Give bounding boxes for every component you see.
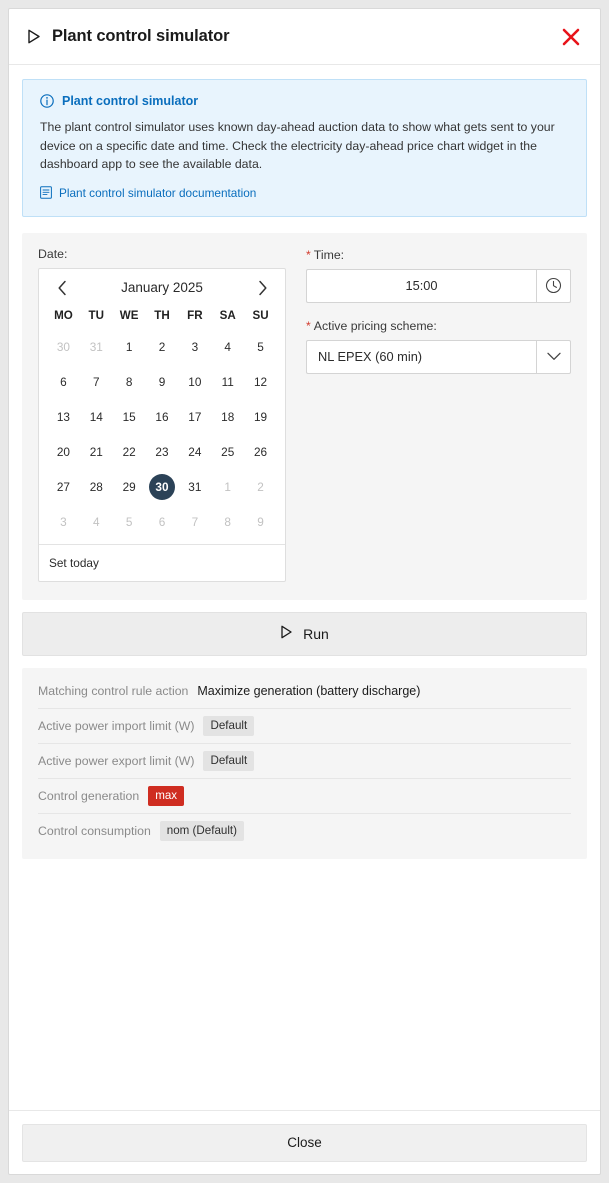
chevron-down-icon[interactable] (536, 340, 571, 374)
calendar-day[interactable]: 22 (122, 445, 136, 459)
calendar-day[interactable]: 14 (89, 410, 103, 424)
result-value-badge: Default (203, 716, 254, 736)
pricing-scheme-value[interactable]: NL EPEX (60 min) (306, 340, 536, 374)
run-button-label: Run (303, 625, 329, 642)
time-input[interactable] (306, 269, 536, 303)
calendar-day[interactable]: 4 (224, 340, 231, 354)
pricing-scheme-select[interactable] (306, 340, 571, 374)
calendar-day[interactable]: 8 (125, 375, 133, 389)
documentation-link-row[interactable] (40, 186, 569, 200)
settings-column (306, 247, 571, 582)
calendar-day[interactable]: 19 (254, 410, 268, 424)
calendar-day[interactable]: 3 (191, 340, 199, 354)
play-triangle-icon (280, 625, 293, 642)
info-banner-header (40, 94, 569, 108)
chevron-left-icon[interactable] (51, 277, 73, 299)
date-label: Date: (38, 246, 68, 261)
calendar-day[interactable]: 1 (125, 340, 133, 354)
info-banner (22, 79, 587, 217)
chevron-right-icon[interactable] (251, 277, 273, 299)
calendar-day[interactable]: 27 (56, 480, 70, 494)
simulation-results (22, 668, 587, 859)
calendar-day[interactable]: 5 (125, 515, 133, 529)
result-value-badge: max (148, 786, 184, 806)
calendar-day[interactable]: 3 (60, 515, 67, 529)
result-key: Control consumption (38, 824, 151, 838)
time-label (306, 248, 571, 262)
calendar-dow: SA (219, 308, 236, 322)
result-key: Control generation (38, 788, 140, 803)
info-banner-title: Plant control simulator (62, 94, 199, 108)
time-field-group (306, 269, 571, 303)
dialog-footer (9, 1110, 600, 1174)
calendar-day[interactable]: 13 (56, 410, 70, 424)
calendar-day[interactable]: 5 (257, 340, 264, 354)
dialog-header (9, 9, 600, 65)
calendar-day[interactable]: 25 (221, 445, 235, 459)
clock-icon[interactable] (536, 269, 571, 303)
calendar-header (39, 269, 285, 305)
calendar-day[interactable]: 31 (188, 480, 202, 494)
calendar-dow: FR (187, 308, 203, 322)
pricing-scheme-label-text: Active pricing scheme: (313, 318, 437, 333)
calendar-day[interactable]: 31 (89, 340, 103, 354)
result-row (38, 709, 571, 744)
result-key: Matching control rule action (38, 683, 189, 698)
calendar-day[interactable]: 18 (221, 410, 235, 424)
time-label-text: Time: (313, 247, 345, 262)
result-row (38, 814, 571, 849)
calendar-day[interactable]: 4 (92, 515, 100, 529)
close-icon[interactable] (560, 26, 582, 48)
calendar-day[interactable]: 26 (254, 445, 268, 459)
required-marker: * (306, 247, 311, 262)
result-value: Maximize generation (battery discharge) (197, 683, 421, 698)
result-key: Active power import limit (W) (38, 718, 195, 733)
calendar-day[interactable]: 7 (191, 515, 199, 529)
calendar-day[interactable]: 9 (257, 515, 264, 529)
date-column (38, 247, 286, 582)
result-value-badge: nom (Default) (160, 821, 244, 841)
result-value-badge: Default (203, 751, 254, 771)
calendar-day[interactable]: 29 (122, 480, 136, 494)
calendar-day[interactable]: 6 (158, 515, 166, 529)
info-circle-icon (40, 94, 54, 108)
result-row (38, 674, 571, 709)
calendar-day[interactable]: 23 (155, 445, 169, 459)
calendar-day[interactable]: 9 (158, 375, 166, 389)
calendar-day[interactable]: 15 (122, 410, 136, 424)
calendar-day[interactable]: 2 (257, 480, 264, 494)
run-button[interactable] (22, 612, 587, 656)
plant-control-simulator-dialog (8, 8, 601, 1175)
calendar-dow: TU (88, 308, 104, 322)
calendar-dow: WE (119, 308, 139, 322)
calendar-day[interactable]: 30 (56, 340, 70, 354)
result-key: Active power export limit (W) (38, 753, 195, 768)
document-icon (40, 186, 52, 199)
calendar-day[interactable]: 24 (188, 445, 202, 459)
calendar-day[interactable]: 20 (56, 445, 70, 459)
calendar-month-label: January 2025 (121, 280, 203, 295)
simulator-form-panel (22, 233, 587, 600)
close-button[interactable]: Close (22, 1124, 587, 1162)
documentation-link[interactable]: Plant control simulator documentation (59, 185, 257, 200)
calendar-day[interactable]: 17 (188, 410, 202, 424)
info-banner-text: The plant control simulator uses known day-ahead auction data to show what gets sent to your device on a specific date and time. Check the electricity day-ahead price chart widget in the dashboard app to see the available data. (40, 120, 555, 171)
calendar-day[interactable]: 6 (60, 375, 67, 389)
calendar-dow: MO (54, 308, 73, 322)
page-title: Plant control simulator (52, 27, 230, 45)
result-row (38, 779, 571, 814)
calendar-day[interactable]: 11 (221, 375, 234, 389)
calendar-day-selected[interactable]: 30 (146, 470, 179, 505)
calendar-day[interactable]: 2 (158, 340, 166, 354)
calendar-day[interactable]: 8 (224, 515, 231, 529)
calendar-footer (39, 544, 285, 581)
dialog-title-group (27, 27, 229, 46)
calendar-day[interactable]: 10 (188, 375, 202, 389)
calendar-day[interactable]: 28 (89, 480, 103, 494)
dialog-body (9, 65, 600, 1110)
calendar-day[interactable]: 12 (254, 375, 268, 389)
date-picker-calendar[interactable] (38, 268, 286, 582)
set-today-button[interactable]: Set today (49, 555, 99, 570)
calendar-day[interactable]: 16 (155, 410, 169, 424)
calendar-dow: TH (154, 308, 170, 322)
calendar-day[interactable]: 1 (224, 480, 231, 494)
result-row (38, 744, 571, 779)
calendar-day[interactable]: 7 (92, 375, 100, 389)
required-marker: * (306, 318, 311, 333)
calendar-day[interactable]: 21 (89, 445, 103, 459)
calendar-dow: SU (252, 308, 269, 322)
calendar-grid (39, 305, 285, 544)
pricing-scheme-label (306, 319, 571, 333)
play-triangle-icon (27, 29, 41, 44)
